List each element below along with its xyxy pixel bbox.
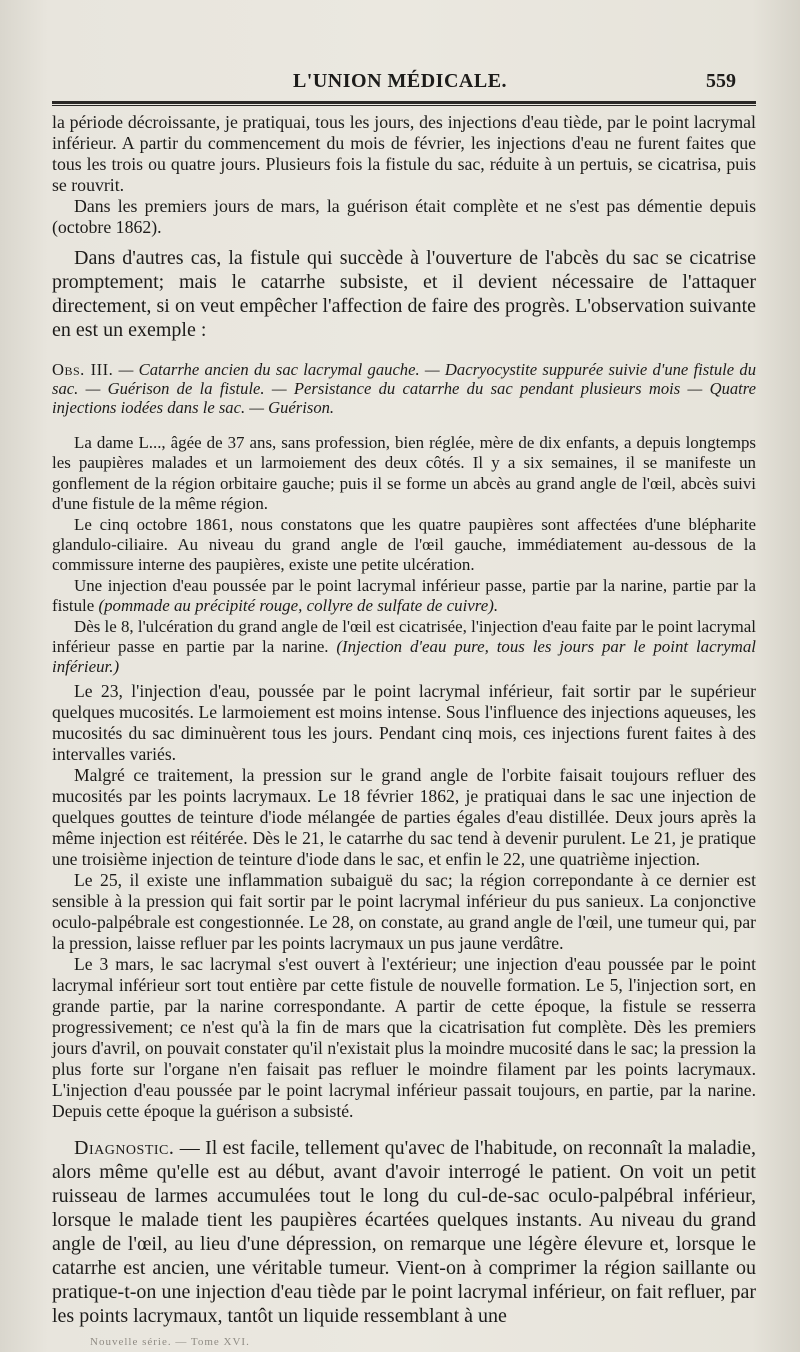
case-paragraph: La dame L..., âgée de 37 ans, sans profession, bien réglée, mère de dix enfants, a depuis longtemps les paupières malades et un larmoiement des deux côtés. Il y a six semaines, il se manifeste un gonflement de la région orbitaire gauche; puis il se forme un abcès au grand angle de l'œil, abcès suivi d'une fistule de la même région. <box>52 433 756 514</box>
case-treatment: (pommade au précipité rouge, collyre de sulfate de cuivre). <box>98 596 499 616</box>
case-paragraph: Le 23, l'injection d'eau, poussée par le point lacrymal inférieur, fait sortir par le supérieur quelques mucosités. Le larmoiement est moins intense. Sous l'influence des injections aqueuses, les mucosités du sac diminuèrent tous les jours. Pendant cinq mois, ces injections furent faites à des intervalles variés. <box>52 680 756 764</box>
case-paragraph <box>52 576 756 617</box>
page-body <box>52 112 756 1328</box>
diagnostic-text: — Il est facile, tellement qu'avec de l'habitude, on reconnaît la maladie, alors même qu'elle est au début, avant d'avoir interrogé le patient. On voit un petit ruisseau de larmes accumulées tout le long du cul-de-sac oculo-palpébral inférieur, lorsque le malade tient les paupières écartées quelques instants. Au niveau du grand angle de l'œil, au lieu d'une dépression, on remarque une légère élevure et, lorsque le catarrhe est ancien, une véritable tumeur. Vient-on à comprimer la région saillante ou pratique-t-on une injection d'eau tiède par le point lacrymal inférieur, on fait refluer, par les points lacrymaux, tantôt un liquide ressemblant à une <box>52 1136 756 1327</box>
case-report <box>52 433 756 678</box>
case-text: Dès le 8, l'ulcération du grand angle de l'œil est cicatrisée, l'injection d'eau faite par le point lacrymal inférieur passe en partie par la narine. <box>52 616 756 657</box>
case-paragraph: Le 3 mars, le sac lacrymal s'est ouvert à l'extérieur; une injection d'eau poussée par le point lacrymal inférieur sort tout entière par cette fistule de nouvelle formation. Le 5, l'injection sort, en grande partie, par la narine correspondante. A partir de cette époque, la fistule se resserra progressivement; ce n'est qu'à la fin de mars que la cicatrisation fut complète. Dès les premiers jours d'avril, on pouvait constater qu'il n'existait plus la moindre mucosité dans le sac; la pression la plus forte sur l'organe n'en faisait pas refluer le moindre filament par les points lacrymaux. L'injection d'eau poussée par le point lacrymal inférieur passait toujours, en partie, par la narine. Depuis cette époque la guérison a subsisté. <box>52 953 756 1121</box>
case-treatment: (Injection d'eau pure, tous les jours par le point lacrymal inférieur.) <box>52 637 756 677</box>
case-paragraph <box>52 617 756 678</box>
case-text: Une injection d'eau poussée par le point lacrymal inférieur passe, partie par la narine, partie par la fistule <box>52 575 756 616</box>
observation-label: Obs. III. <box>52 360 114 379</box>
case-paragraph: Le 25, il existe une inflammation subaiguë du sac; la région correpondante à ce dernier est sensible à la pression qui fait sortir par le point lacrymal inférieur du pus sanieux. La conjonctive oculo-palpébrale est congestionnée. Le 28, on constate, au grand angle de l'œil, une tumeur qui, par la pression, laisse refluer par les points lacrymaux un pus jaune verdâtre. <box>52 869 756 953</box>
footer-show-through: Nouvelle série. — Tome XVI. <box>90 1336 250 1348</box>
observation-title: — Catarrhe ancien du sac lacrymal gauche. — Dacryocystite suppurée suivie d'une fistule du sac. — Guérison de la fistule. — Persistance du catarrhe du sac pendant plusieurs mois — Quatre injections iodées dans le sac. — Guérison. <box>52 360 757 417</box>
page-number: 559 <box>706 70 736 92</box>
journal-title: L'UNION MÉDICALE. <box>292 70 508 92</box>
diagnostic-label: Diagnostic. <box>74 1136 175 1159</box>
header-rule <box>52 101 756 106</box>
case-paragraph: Malgré ce traitement, la pression sur le grand angle de l'orbite faisait toujours refluer des mucosités par les points lacrymaux. Le 18 février 1862, je pratiquai dans le sac une injection de quelques gouttes de teinture d'iode mélangée de parties égales d'eau distillée. Deux jours après la même injection est réitérée. Dès le 21, le catarrhe du sac tend à devenir purulent. Le 21, je pratique une troisième injection de teinture d'iode dans le sac, et enfin le 22, une quatrième injection. <box>52 764 756 869</box>
paragraph-continued: la période décroissante, je pratiquai, tous les jours, des injections d'eau tiède, par le point lacrymal inférieur. A partir du commencement du mois de février, les injections d'eau ne furent faites que tous les trois ou quatre jours. Plusieurs fois la fistule du sac, réduite à un pertuis, se cicatrisa, puis se rouvrit. <box>52 112 756 195</box>
case-report-continued <box>52 681 756 1122</box>
paragraph-mars: Dans les premiers jours de mars, la guérison était complète et ne s'est pas démentie depuis (octobre 1862). <box>52 196 756 237</box>
paragraph-autres-cas: Dans d'autres cas, la fistule qui succède à l'ouverture de l'abcès du sac se cicatrise promptement; mais le catarrhe subsiste, et il devient nécessaire de l'attaquer directement, si on veut empêcher l'affection de faire des progrès. L'observation suivante en est un exemple : <box>52 247 756 341</box>
running-header <box>52 70 748 100</box>
case-paragraph: Le cinq octobre 1861, nous constatons que les quatre paupières sont affectées d'une blépharite glandulo-ciliaire. Au niveau du grand angle de l'œil gauche, immédiatement au-dessous de la commissure interne des paupières, existe une petite ulcération. <box>52 514 756 575</box>
observation-heading <box>52 360 756 417</box>
diagnostic-paragraph <box>52 1136 756 1328</box>
